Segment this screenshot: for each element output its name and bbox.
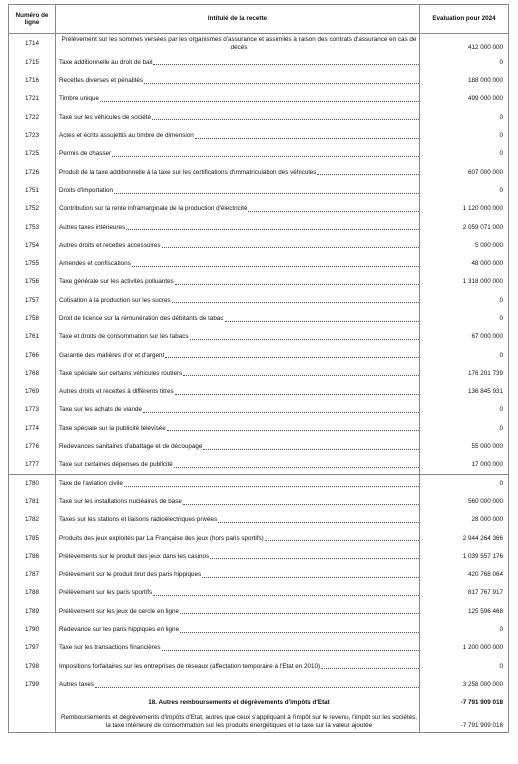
revenue-label: Recettes diverses et pénalités <box>59 77 144 85</box>
table-row <box>9 657 509 675</box>
dot-leader <box>143 411 419 413</box>
table-row <box>9 291 509 309</box>
revenue-label: Taxe sur les achats de viande <box>59 406 142 414</box>
dot-leader <box>180 631 419 633</box>
table-row <box>9 438 509 456</box>
revenue-label: Actes et écrits assujettis au timbre de dimension <box>59 132 194 140</box>
dot-leader <box>162 649 420 651</box>
table-row <box>9 255 509 273</box>
line-number: 1777 <box>9 456 56 474</box>
revenue-label: Timbre unique <box>59 95 100 103</box>
line-number: 1722 <box>9 108 56 126</box>
revenue-label-cell <box>56 163 420 181</box>
revenue-label: Autres droits et recettes à différents titres <box>59 388 174 396</box>
section-value: -7 791 909 018 <box>420 694 509 712</box>
revenue-label: Impositions forfaitaires sur les entreprises de réseaux (affectation temporaire à l'Etat en 2010) <box>59 662 321 670</box>
dot-leader <box>153 63 419 65</box>
dot-leader <box>126 228 419 230</box>
revenue-label-cell <box>56 34 420 54</box>
table-row <box>9 34 509 54</box>
line-number: 1751 <box>9 182 56 200</box>
line-number: 1787 <box>9 566 56 584</box>
table-row <box>9 566 509 584</box>
line-number: 1781 <box>9 493 56 511</box>
line-number: 1754 <box>9 236 56 254</box>
revenue-label-cell <box>56 200 420 218</box>
evaluation-value: 499 000 000 <box>420 90 509 108</box>
table-row <box>9 621 509 639</box>
evaluation-value: 0 <box>420 310 509 328</box>
dot-leader <box>95 686 419 688</box>
refunds-row <box>9 712 509 732</box>
revenue-label-cell <box>56 145 420 163</box>
evaluation-value: 0 <box>420 182 509 200</box>
line-number: 1758 <box>9 310 56 328</box>
evaluation-value: 55 000 000 <box>420 438 509 456</box>
revenue-label: Taxe sur les installations nucléaires de base <box>59 497 182 505</box>
revenue-label: Permis de chasser <box>59 150 112 158</box>
table-row <box>9 676 509 694</box>
dot-leader <box>248 210 419 212</box>
dot-leader <box>180 612 419 614</box>
evaluation-value: 607 000 000 <box>420 163 509 181</box>
revenue-label: Taxe de l'aviation civile <box>59 479 123 487</box>
revenue-label: Taxe sur les transactions financières <box>59 644 161 652</box>
revenue-label-cell <box>56 90 420 108</box>
empty-line-number <box>9 694 56 712</box>
table-row <box>9 90 509 108</box>
table-row <box>9 54 509 72</box>
revenue-label: Autres taxes <box>59 680 94 688</box>
table-row <box>9 474 509 492</box>
line-number: 1723 <box>9 127 56 145</box>
revenue-label: Taxe spéciale sur certains véhicules routiers <box>59 369 183 377</box>
line-number: 1798 <box>9 657 56 675</box>
evaluation-value: 0 <box>420 474 509 492</box>
line-number: 1797 <box>9 639 56 657</box>
line-number: 1790 <box>9 621 56 639</box>
revenue-label-cell <box>56 529 420 547</box>
evaluation-value: 817 767 917 <box>420 584 509 602</box>
revenue-label-cell <box>56 346 420 364</box>
line-number: 1788 <box>9 584 56 602</box>
line-number: 1753 <box>9 218 56 236</box>
dot-leader <box>132 265 419 267</box>
header-line-number: Numéro de ligne <box>9 5 56 34</box>
table-row <box>9 200 509 218</box>
dot-leader <box>183 503 419 505</box>
table-row <box>9 456 509 474</box>
dot-leader <box>152 118 419 120</box>
dot-leader <box>203 448 419 450</box>
table-row <box>9 236 509 254</box>
revenue-label-cell <box>56 602 420 620</box>
line-number: 1721 <box>9 90 56 108</box>
table-row <box>9 72 509 90</box>
line-number: 1786 <box>9 548 56 566</box>
revenue-label: Contribution sur la rente inframarginale de la production d'électricité <box>59 205 248 213</box>
revenue-label-cell <box>56 419 420 437</box>
table-row <box>9 310 509 328</box>
evaluation-value: 0 <box>420 621 509 639</box>
revenue-label: Taxe générale sur les activités polluantes <box>59 278 174 286</box>
line-number: 1782 <box>9 511 56 529</box>
table-row <box>9 511 509 529</box>
table-row <box>9 548 509 566</box>
dot-leader <box>153 594 419 596</box>
dot-leader <box>172 301 419 303</box>
dot-leader <box>265 539 419 541</box>
revenue-label: Prélèvement sur les paris sportifs <box>59 589 153 597</box>
line-number: 1766 <box>9 346 56 364</box>
revenue-label-cell <box>56 310 420 328</box>
revenue-table-page <box>8 4 508 733</box>
evaluation-value: 1 039 557 176 <box>420 548 509 566</box>
revenue-label: Taxe sur les véhicules de société <box>59 113 152 121</box>
revenue-label-cell <box>56 328 420 346</box>
revenue-label-cell <box>56 127 420 145</box>
evaluation-value: 5 000 000 <box>420 236 509 254</box>
header-evaluation: Evaluation pour 2024 <box>420 5 509 34</box>
evaluation-value: 28 000 000 <box>420 511 509 529</box>
table-row <box>9 584 509 602</box>
revenue-label-cell <box>56 291 420 309</box>
revenue-label: Taxe additionnelle au droit de bail <box>59 58 153 66</box>
evaluation-value: 0 <box>420 108 509 126</box>
revenue-label: Prélèvement sur le produit brut des paris hippiques <box>59 571 202 579</box>
revenue-label-cell <box>56 255 420 273</box>
revenue-label-cell <box>56 474 420 492</box>
dot-leader <box>210 557 419 559</box>
dot-leader <box>190 338 420 340</box>
line-number: 1799 <box>9 676 56 694</box>
revenue-label-cell <box>56 365 420 383</box>
line-number: 1789 <box>9 602 56 620</box>
evaluation-value: 0 <box>420 657 509 675</box>
line-number: 1725 <box>9 145 56 163</box>
table-row <box>9 639 509 657</box>
evaluation-value: 0 <box>420 401 509 419</box>
dot-leader <box>202 576 419 578</box>
table-row <box>9 108 509 126</box>
revenue-label: Autres taxes intérieures <box>59 223 126 231</box>
table-row <box>9 383 509 401</box>
revenue-label-cell <box>56 54 420 72</box>
line-number: 1761 <box>9 328 56 346</box>
line-number: 1756 <box>9 273 56 291</box>
evaluation-value: 0 <box>420 54 509 72</box>
revenue-label-cell <box>56 383 420 401</box>
evaluation-value: 48 000 000 <box>420 255 509 273</box>
revenue-label-cell <box>56 639 420 657</box>
revenue-label-cell <box>56 621 420 639</box>
dot-leader <box>112 155 419 157</box>
revenue-label: Amendes et confiscations <box>59 260 131 268</box>
dot-leader <box>124 485 419 487</box>
header-label: Intitulé de la recette <box>56 5 420 34</box>
revenue-label: Redevance sur les paris hippiques en ligne <box>59 626 180 634</box>
revenue-label: Produits des jeux exploités par La Française des jeux (hors paris sportifs) <box>59 534 264 542</box>
revenue-label: Prélèvement sur les sommes versées par les organismes d'assurance et assimilés à raison des contrats d'assurance en cas de décès <box>61 36 417 51</box>
revenue-label-cell <box>56 72 420 90</box>
table-row <box>9 182 509 200</box>
evaluation-value: 0 <box>420 419 509 437</box>
revenue-label-cell <box>56 273 420 291</box>
empty-line-number <box>9 712 56 732</box>
dot-leader <box>183 374 419 376</box>
revenue-label: Taxe sur certaines dépenses de publicité <box>59 461 173 469</box>
evaluation-value: 136 845 931 <box>420 383 509 401</box>
evaluation-value: 1 318 000 000 <box>420 273 509 291</box>
revenue-label: Taxe et droits de consommation sur les tabacs <box>59 333 189 341</box>
line-number: 1769 <box>9 383 56 401</box>
refunds-label: Remboursements et dégrèvements d'impôts d'Etat, autres que ceux s'appliquant à l'impôt sur le revenu, l'impôt sur les sociétés, la taxe intérieure de consommation sur les produits énergétiques et la taxe sur la valeur ajoutée <box>56 712 420 732</box>
revenue-label: Taxes sur les stations et liaisons radioélectriques privées <box>59 516 218 524</box>
revenue-label-cell <box>56 236 420 254</box>
evaluation-value: 2 059 071 000 <box>420 218 509 236</box>
evaluation-value: 1 200 000 000 <box>420 639 509 657</box>
dot-leader <box>175 283 419 285</box>
dot-leader <box>218 521 419 523</box>
revenue-label-cell <box>56 493 420 511</box>
evaluation-value: 176 201 739 <box>420 365 509 383</box>
table-row <box>9 602 509 620</box>
line-number: 1774 <box>9 419 56 437</box>
evaluation-value: 560 000 000 <box>420 493 509 511</box>
line-number: 1780 <box>9 474 56 492</box>
evaluation-value: 412 000 000 <box>420 34 509 54</box>
revenue-table <box>8 4 509 733</box>
refunds-value: -7 791 909 018 <box>420 712 509 732</box>
revenue-label: Produit de la taxe additionnelle à la taxe sur les certifications d'immatriculation des véhicules <box>59 168 317 176</box>
evaluation-value: 420 768 064 <box>420 566 509 584</box>
evaluation-value: 0 <box>420 145 509 163</box>
line-number: 1768 <box>9 365 56 383</box>
line-number: 1716 <box>9 72 56 90</box>
revenue-label: Redevances sanitaires d'abattage et de découpage <box>59 443 203 451</box>
revenue-label: Taxe spéciale sur la publicité télévisée <box>59 424 166 432</box>
table-row <box>9 401 509 419</box>
table-row <box>9 493 509 511</box>
table-row <box>9 328 509 346</box>
dot-leader <box>195 137 419 139</box>
dot-leader <box>321 667 419 669</box>
revenue-label-cell <box>56 108 420 126</box>
table-row <box>9 163 509 181</box>
evaluation-value: 0 <box>420 346 509 364</box>
revenue-label-cell <box>56 676 420 694</box>
line-number: 1714 <box>9 34 56 54</box>
dot-leader <box>144 82 419 84</box>
revenue-label-cell <box>56 584 420 602</box>
evaluation-value: 1 120 000 000 <box>420 200 509 218</box>
table-header <box>9 5 509 34</box>
table-row <box>9 145 509 163</box>
evaluation-value: 17 000 000 <box>420 456 509 474</box>
revenue-label: Droits d'importation <box>59 186 114 194</box>
evaluation-value: 0 <box>420 291 509 309</box>
revenue-label: Droit de licence sur la rémunération des débitants de tabac <box>59 315 224 322</box>
section-total-row <box>9 694 509 712</box>
dot-leader <box>167 429 419 431</box>
evaluation-value: 125 596 468 <box>420 602 509 620</box>
revenue-label-cell <box>56 182 420 200</box>
revenue-label: Autres droits et recettes accessoires <box>59 241 161 249</box>
line-number: 1785 <box>9 529 56 547</box>
revenue-label: Cotisation à la production sur les sucres <box>59 296 171 304</box>
revenue-label-cell <box>56 438 420 456</box>
line-number: 1752 <box>9 200 56 218</box>
table-row <box>9 529 509 547</box>
revenue-label-cell <box>56 401 420 419</box>
revenue-label-cell <box>56 657 420 675</box>
table-row <box>9 273 509 291</box>
revenue-label-cell <box>56 511 420 529</box>
revenue-label: Prélèvements sur le produit des jeux dans les casinos <box>59 552 210 560</box>
evaluation-value: 0 <box>420 127 509 145</box>
revenue-label: Prélèvement sur les jeux de cercle en ligne <box>59 607 180 615</box>
table-row <box>9 365 509 383</box>
dot-leader <box>100 100 419 102</box>
revenue-label-cell <box>56 548 420 566</box>
dot-leader <box>162 246 420 248</box>
evaluation-value: 2 944 264 366 <box>420 529 509 547</box>
table-row <box>9 218 509 236</box>
line-number: 1715 <box>9 54 56 72</box>
dot-leader <box>114 192 419 194</box>
evaluation-value: 188 000 000 <box>420 72 509 90</box>
line-number: 1726 <box>9 163 56 181</box>
dot-leader <box>175 393 419 395</box>
line-number: 1757 <box>9 291 56 309</box>
revenue-label-cell <box>56 456 420 474</box>
evaluation-value: 67 000 000 <box>420 328 509 346</box>
line-number: 1773 <box>9 401 56 419</box>
dot-leader <box>317 173 419 175</box>
line-number: 1776 <box>9 438 56 456</box>
revenue-label-cell <box>56 218 420 236</box>
dot-leader <box>165 356 419 358</box>
table-row <box>9 346 509 364</box>
evaluation-value: 3 258 000 000 <box>420 676 509 694</box>
dot-leader <box>225 320 419 322</box>
dot-leader <box>174 466 419 468</box>
table-body <box>9 34 509 733</box>
revenue-label: Garantie des matières d'or et d'argent <box>59 351 165 359</box>
table-row <box>9 419 509 437</box>
line-number: 1755 <box>9 255 56 273</box>
section-label: 18. Autres remboursements et dégrèvements d'impôts d'Etat <box>56 694 420 712</box>
revenue-label-cell <box>56 566 420 584</box>
table-row <box>9 127 509 145</box>
